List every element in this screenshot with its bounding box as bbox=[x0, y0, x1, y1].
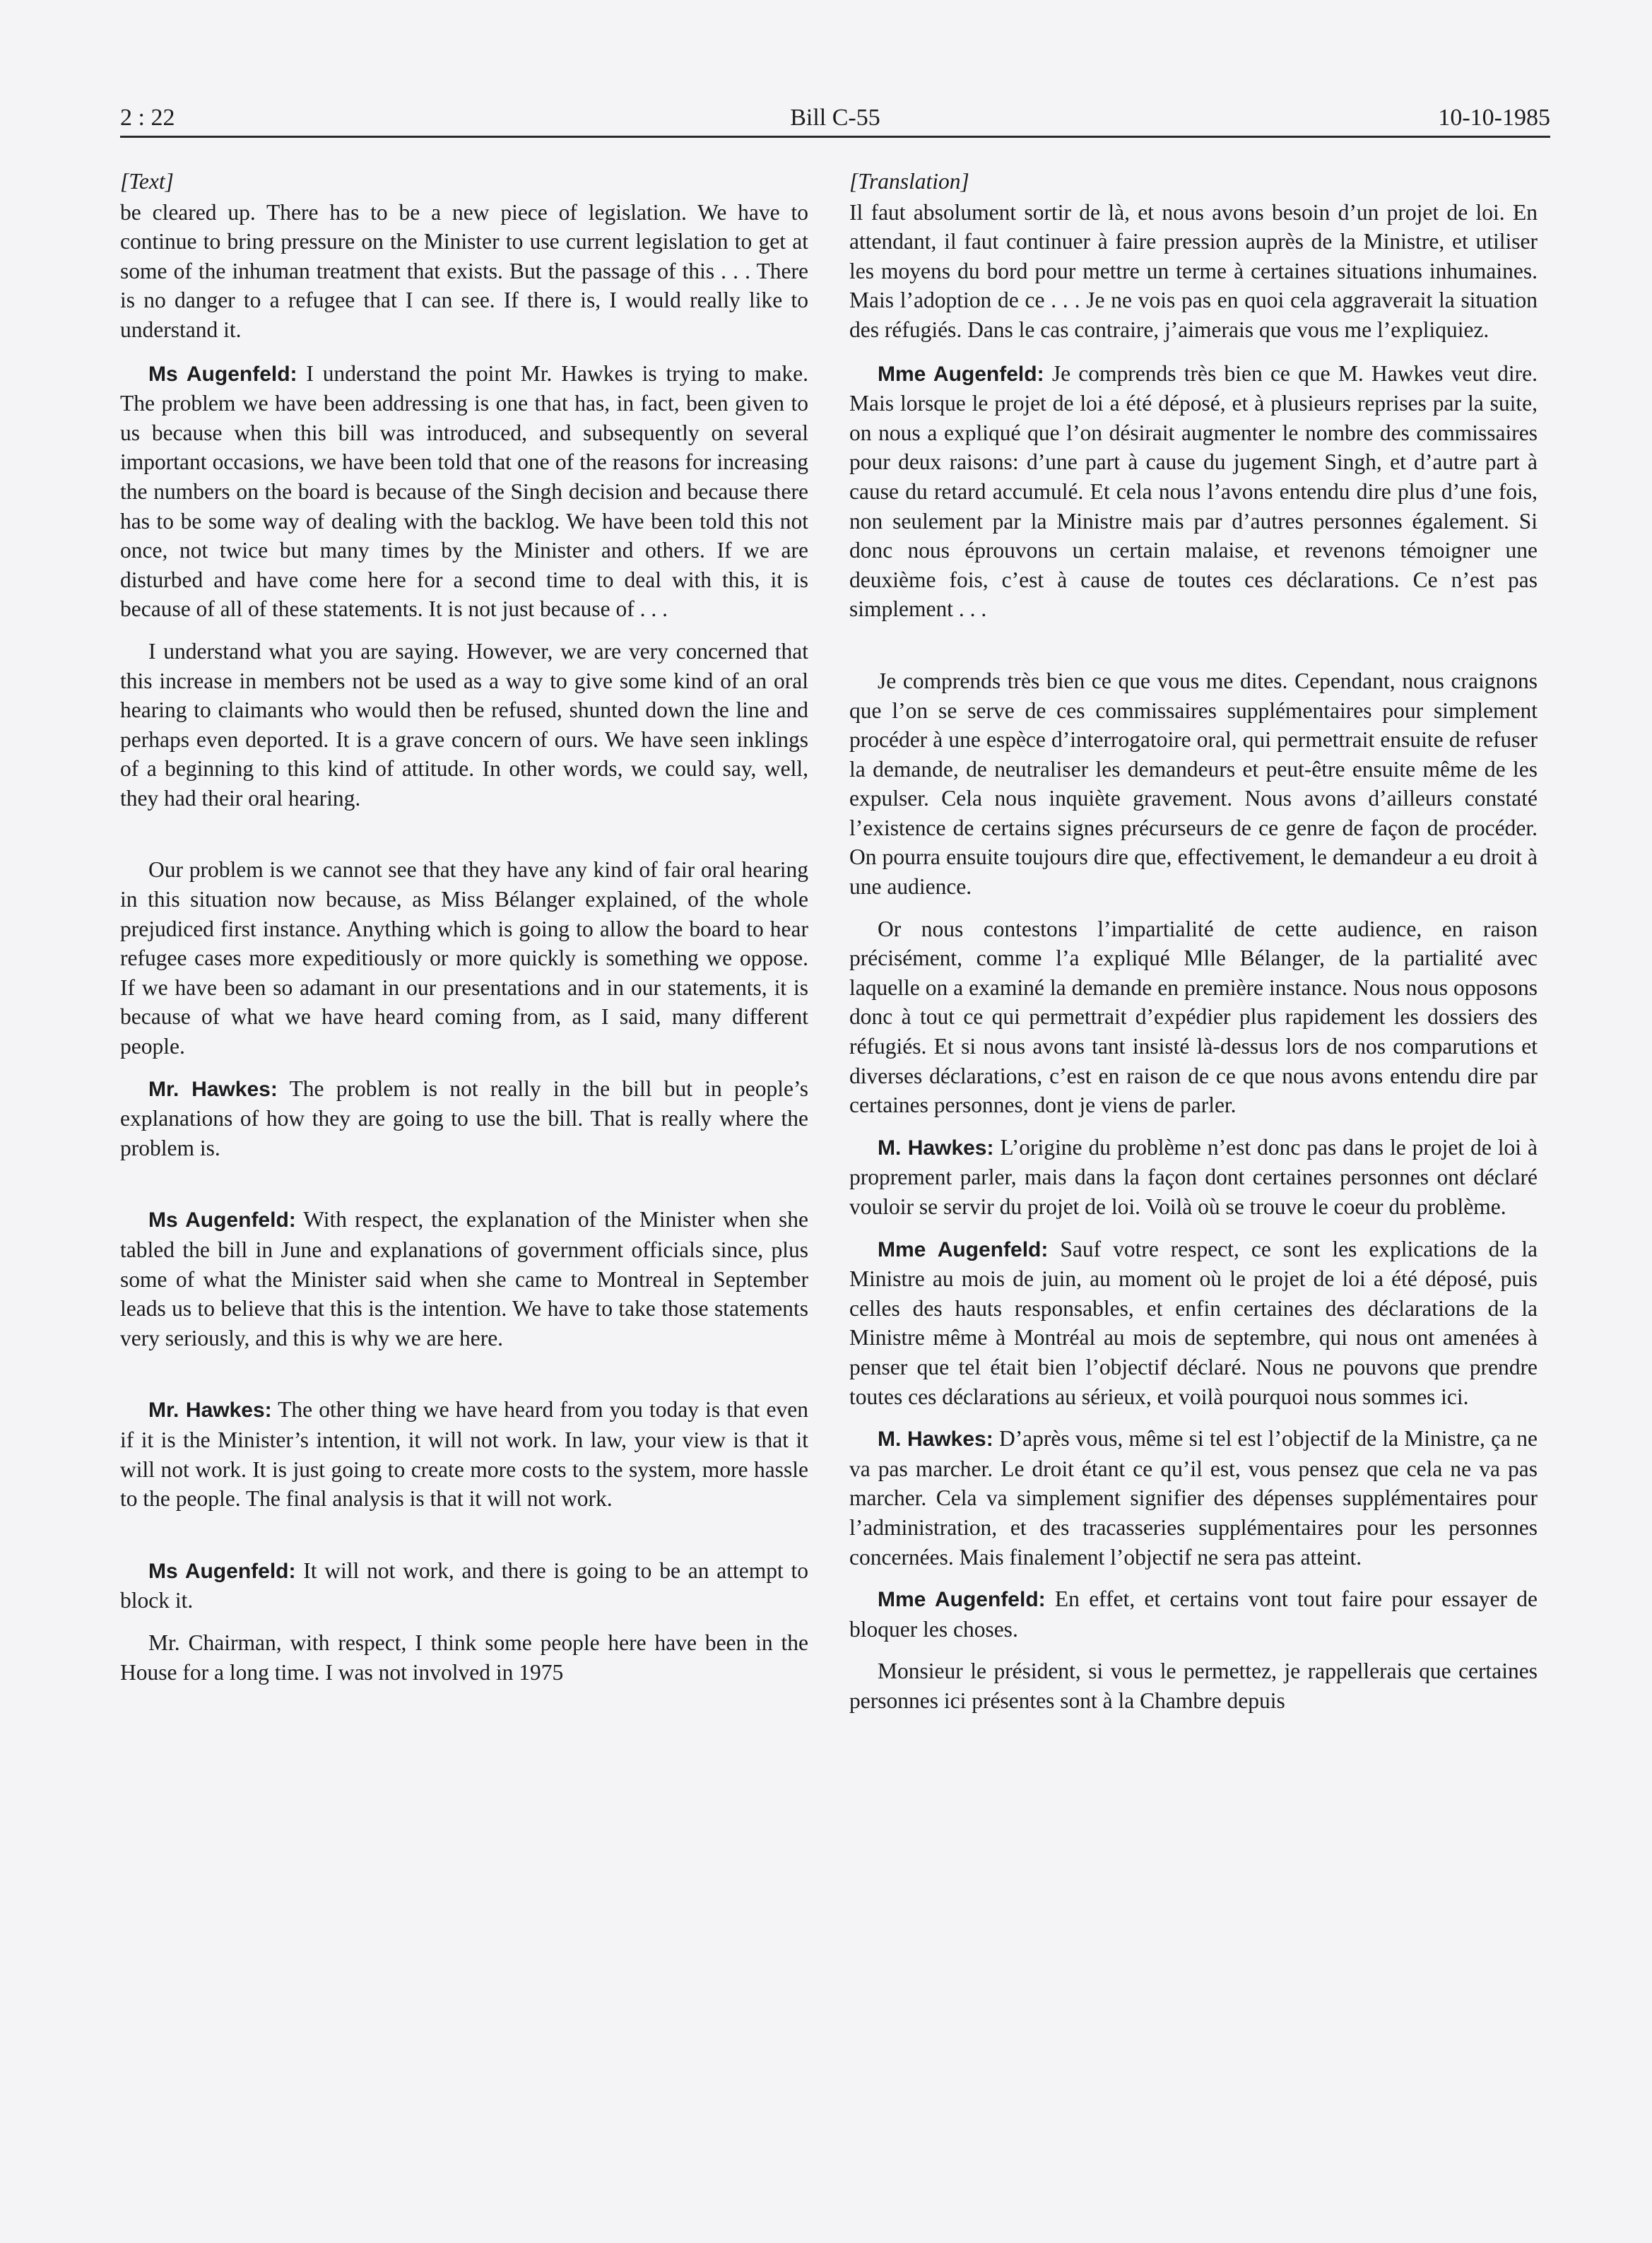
speaker-name: Ms Augenfeld: bbox=[148, 1559, 296, 1583]
speech-text: The problem is not really in the bill but in people’s explanations of how they are going to use the bill. That is really where the problem is. bbox=[120, 1076, 808, 1160]
speaker-name: Ms Augenfeld: bbox=[148, 362, 297, 386]
speech-text: With respect, the explanation of the Minister when she tabled the bill in June and explanations of government officials since, plus some of what the Minister said when she came to Montreal in September leads us to believe that this is the intention. We have to take those statements very seriously, and this is why we are here. bbox=[120, 1207, 809, 1350]
paragraph: be cleared up. There has to be a new piece of legislation. We have to continue to bring pressure on the Minister to use current legislation to get at some of the inhuman treatment that exists. But the passage of this . . . There is no danger to a refugee that I can see. If there is, I would really like to understand it. bbox=[120, 199, 808, 342]
paragraph: Or nous contestons l’impartialité de cette audience, en raison précisément, comme l’a expliqué Mlle Bélanger, de la partialité avec laquelle on a examiné la demande en première instance. Nous nous opposons donc à tout ce qui permettrait d’expédier plus rapidement les dossiers des réfugiés. Et si nous avons tant insisté là-dessus lors de nos comparutions et diverses déclarations, c’est en raison de ce que nous avons entendu dire par certaines personnes, dont je viens de parler. bbox=[849, 916, 1538, 1118]
speech-text: En effet, et certains vont tout faire pour essayer de bloquer les choses. bbox=[849, 1586, 1538, 1642]
speaker-paragraph bbox=[120, 1556, 808, 1615]
paragraph: Mr. Chairman, with respect, I think some people here have been in the House for a long time. I was not involved in 1975 bbox=[120, 1630, 808, 1685]
speaker-paragraph bbox=[849, 1424, 1538, 1572]
page-number: 2 : 22 bbox=[120, 105, 175, 131]
speaker-paragraph bbox=[849, 359, 1538, 624]
speech-text: L’origine du problème n’est donc pas dans le projet de loi à proprement parler, mais dans la façon dont certaines personnes ont déclaré vouloir se servir du projet de loi. Voilà où se trouve le coeur du problème. bbox=[849, 1134, 1538, 1219]
speech-text: I understand the point Mr. Hawkes is trying to make. The problem we have been addressing is one that has, in fact, been given to us because when this bill was introduced, and subsequently on several important occasions, we have been told that one of the reasons for increasing the numbers on the board is because of the Singh decision and because there has to be some way of dealing with the backlog. We have been told this not once, not twice but many times by the Minister and others. If we are disturbed and have come here for a second time to deal with this, it is because of all of these statements. It is not just because of . . . bbox=[120, 360, 808, 622]
speaker-name: Mme Augenfeld: bbox=[878, 1588, 1046, 1612]
speaker-paragraph bbox=[120, 359, 808, 624]
speaker-name: Ms Augenfeld: bbox=[148, 1208, 296, 1232]
speaker-name: Mme Augenfeld: bbox=[878, 1237, 1049, 1261]
paragraph: I understand what you are saying. However, we are very concerned that this increase in members not be used as a way to give some kind of an oral hearing to claimants who would then be refused, shunted down the line and perhaps even deported. It is a grave concern of ours. We have seen inklings of a beginning to this kind of attitude. In other words, we could say, well, they had their oral hearing. bbox=[120, 638, 808, 811]
column-label: [Text] bbox=[120, 169, 174, 194]
speaker-name: Mr. Hawkes: bbox=[148, 1399, 272, 1423]
speech-text: Sauf votre respect, ce sont les explications de la Ministre au mois de juin, au moment où le projet de loi a été déposé, puis celles des hauts responsables, et enfin certaines des déclarations de la Ministre même à Montréal au mois de septembre, qui nous ont amenées à penser que tel était bien l’objectif déclaré. Nous ne pouvons que prendre toutes ces déclarations au sérieux, et voilà pourquoi nous sommes ici. bbox=[849, 1236, 1538, 1409]
speaker-name: M. Hawkes: bbox=[878, 1136, 994, 1160]
speaker-paragraph bbox=[120, 1074, 808, 1163]
page-header bbox=[120, 99, 1550, 138]
speech-text: It will not work, and there is going to be an attempt to block it. bbox=[120, 1558, 808, 1613]
speaker-name: Mr. Hawkes: bbox=[148, 1077, 278, 1101]
speaker-paragraph bbox=[849, 1584, 1538, 1644]
speaker-paragraph bbox=[849, 1235, 1538, 1412]
paragraph: Je comprends très bien ce que vous me dites. Cependant, nous craignons que l’on se serve de ces commissaires supplémentaires pour simplement procéder à une espèce d’interrogatoire oral, qui permettrait ensuite de refuser la demande, de neutraliser les demandeurs et peut-être ensuite même de les expulser. Cela nous inquiète gravement. Nous avons d’ailleurs constaté l’existence de certains signes précurseurs de ce genre de façon de procéder. On pourra ensuite toujours dire que, effectivement, le demandeur a eu droit à une audience. bbox=[849, 668, 1538, 900]
column-label: [Translation] bbox=[849, 169, 969, 194]
speaker-paragraph bbox=[120, 1205, 808, 1353]
english-column bbox=[120, 167, 808, 1687]
document-title: Bill C-55 bbox=[790, 105, 880, 131]
speech-text: D’après vous, même si tel est l’objectif de la Ministre, ça ne va pas marcher. Le droit étant ce qu’il est, vous pensez que cela ne va pas marcher. Cela va simplement signifier des dépenses supplémentaires pour l’administration, et des tracasseries supplémentaires pour les personnes concernées. Mais finalement l’objectif ne sera pas atteint. bbox=[849, 1426, 1538, 1570]
speaker-name: M. Hawkes: bbox=[878, 1427, 993, 1452]
speech-text: The other thing we have heard from you today is that even if it is the Minister’s intention, it will not work. In law, your view is that it will not work. It is just going to create more costs to the system, more hassle to the people. The final analysis is that it will not work. bbox=[120, 1397, 808, 1512]
speaker-paragraph bbox=[849, 1133, 1538, 1222]
speaker-paragraph bbox=[120, 1395, 808, 1513]
paragraph: Monsieur le président, si vous le permettez, je rappellerais que certaines personnes ici présentes sont à la Chambre depuis bbox=[849, 1659, 1538, 1713]
speech-text: Je comprends très bien ce que M. Hawkes veut dire. Mais lorsque le projet de loi a été déposé, et à plusieurs reprises par la suite, on nous a expliqué que l’on désirait augmenter le nombre des commissaires pour deux raisons: d’une part à cause du jugement Singh, et d’autre part à cause du retard accumulé. Et cela nous l’avons entendu dire plus d’une fois, non seulement par la Ministre mais par d’autres personnes également. Si donc nous éprouvons un certain malaise, et revenons témoigner une deuxième fois, c’est à cause de toutes ces déclarations. Ce n’est pas simplement . . . bbox=[849, 360, 1538, 622]
speaker-name: Mme Augenfeld: bbox=[878, 362, 1044, 386]
paragraph: Our problem is we cannot see that they have any kind of fair oral hearing in this situation now because, as Miss Bélanger explained, of the whole prejudiced first instance. Anything which is going to allow the board to hear refugee cases more expeditiously or more quickly is something we oppose. If we have been so adamant in our presentations and in our statements, it is because of what we have heard coming from, as I said, many different people. bbox=[120, 857, 808, 1059]
paragraph: Il faut absolument sortir de là, et nous avons besoin d’un projet de loi. En attendant, il faut continuer à faire pression auprès de la Ministre, et utiliser les moyens du bord pour mettre un terme à certaines situations inhumaines. Mais l’adoption de ce . . . Je ne vois pas en quoi cela aggraverait la situation des réfugiés. Dans le cas contraire, j’aimerais que vous me l’expliquiez. bbox=[849, 199, 1538, 342]
french-column bbox=[849, 167, 1538, 1716]
document-date: 10-10-1985 bbox=[1438, 105, 1550, 131]
